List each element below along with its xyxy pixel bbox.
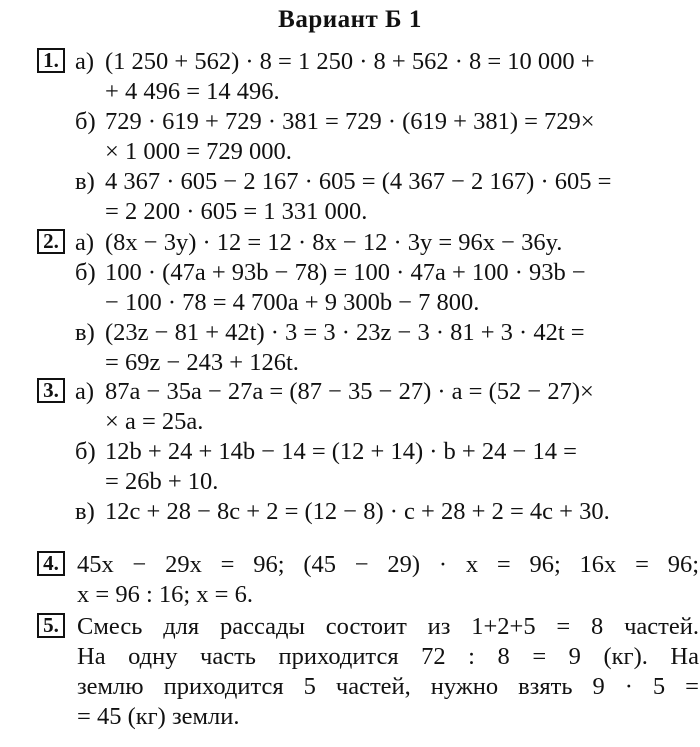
- part-label: в): [75, 498, 95, 525]
- text-line: = 45 (кг) земли.: [77, 703, 240, 730]
- task-number-box: 5.: [37, 613, 65, 638]
- task-line: [77, 672, 699, 701]
- task-line: [75, 467, 218, 496]
- task-line: [75, 318, 585, 347]
- part-label: в): [75, 319, 95, 346]
- task-line: [75, 258, 586, 287]
- math-expression: 100 · (47a + 93b − 78) = 100 · 47a + 100 · 93b −: [105, 259, 586, 286]
- math-expression: (1 250 + 562) · 8 = 1 250 · 8 + 562 · 8 = 10 000 +: [105, 48, 595, 75]
- task-line: [75, 77, 280, 106]
- task-line: [75, 407, 203, 436]
- page-title: Вариант Б 1: [278, 6, 422, 33]
- task-line: [75, 288, 479, 317]
- part-label: б): [75, 259, 96, 286]
- task-line: [75, 348, 299, 377]
- text-line: Смесь для рассады состоит из 1+2+5 = 8 частей.: [77, 613, 699, 640]
- task-number-box: 4.: [37, 551, 65, 576]
- math-expression: = 2 200 · 605 = 1 331 000.: [105, 198, 368, 225]
- math-expression: (8x − 3y) · 12 = 12 · 8x − 12 · 3y = 96x − 36y.: [105, 229, 563, 256]
- task-line: [77, 550, 699, 579]
- math-expression: 729 · 619 + 729 · 381 = 729 · (619 + 381) = 729×: [105, 108, 595, 135]
- text-line: землю приходится 5 частей, нужно взять 9 · 5 =: [77, 673, 699, 700]
- part-label: а): [75, 48, 95, 75]
- math-expression: × 1 000 = 729 000.: [105, 138, 292, 165]
- math-expression: = 26b + 10.: [105, 468, 219, 495]
- task-number-box: 2.: [37, 229, 65, 254]
- task-line: [75, 228, 562, 257]
- part-label: б): [75, 108, 96, 135]
- task-line: [75, 47, 595, 76]
- task-number-box: 1.: [37, 48, 65, 73]
- task-line: [77, 642, 699, 671]
- task-line: [77, 612, 699, 641]
- task-line: [77, 580, 253, 609]
- task-line: [75, 497, 610, 526]
- part-label: а): [75, 378, 95, 405]
- text-line: На одну часть приходится 72 : 8 = 9 (кг). На: [77, 643, 699, 670]
- task-line: [77, 702, 239, 731]
- math-expression: 45x − 29x = 96; (45 − 29) · x = 96; 16x = 96;: [77, 551, 699, 578]
- math-expression: 4 367 · 605 − 2 167 · 605 = (4 367 − 2 167) · 605 =: [105, 168, 612, 195]
- task-line: [75, 137, 292, 166]
- math-expression: 12b + 24 + 14b − 14 = (12 + 14) · b + 24 − 14 =: [105, 438, 577, 465]
- math-expression: − 100 · 78 = 4 700a + 9 300b − 7 800.: [105, 289, 480, 316]
- math-expression: + 4 496 = 14 496.: [105, 78, 280, 105]
- part-label: б): [75, 438, 96, 465]
- math-expression: 87a − 35a − 27a = (87 − 35 − 27) · a = (52 − 27)×: [105, 378, 594, 405]
- task-line: [75, 167, 611, 196]
- task-line: [75, 107, 595, 136]
- math-expression: = 69z − 243 + 126t.: [105, 349, 299, 376]
- part-label: в): [75, 168, 95, 195]
- task-line: [75, 437, 577, 466]
- task-line: [75, 197, 367, 226]
- math-expression: x = 96 : 16; x = 6.: [77, 581, 253, 608]
- math-expression: 12c + 28 − 8c + 2 = (12 − 8) · c + 28 + 2 = 4c + 30.: [105, 498, 610, 525]
- part-label: а): [75, 229, 95, 256]
- math-expression: (23z − 81 + 42t) · 3 = 3 · 23z − 3 · 81 + 3 · 42t =: [105, 319, 585, 346]
- task-number-box: 3.: [37, 378, 65, 403]
- task-line: [75, 377, 594, 406]
- math-expression: × a = 25a.: [105, 408, 204, 435]
